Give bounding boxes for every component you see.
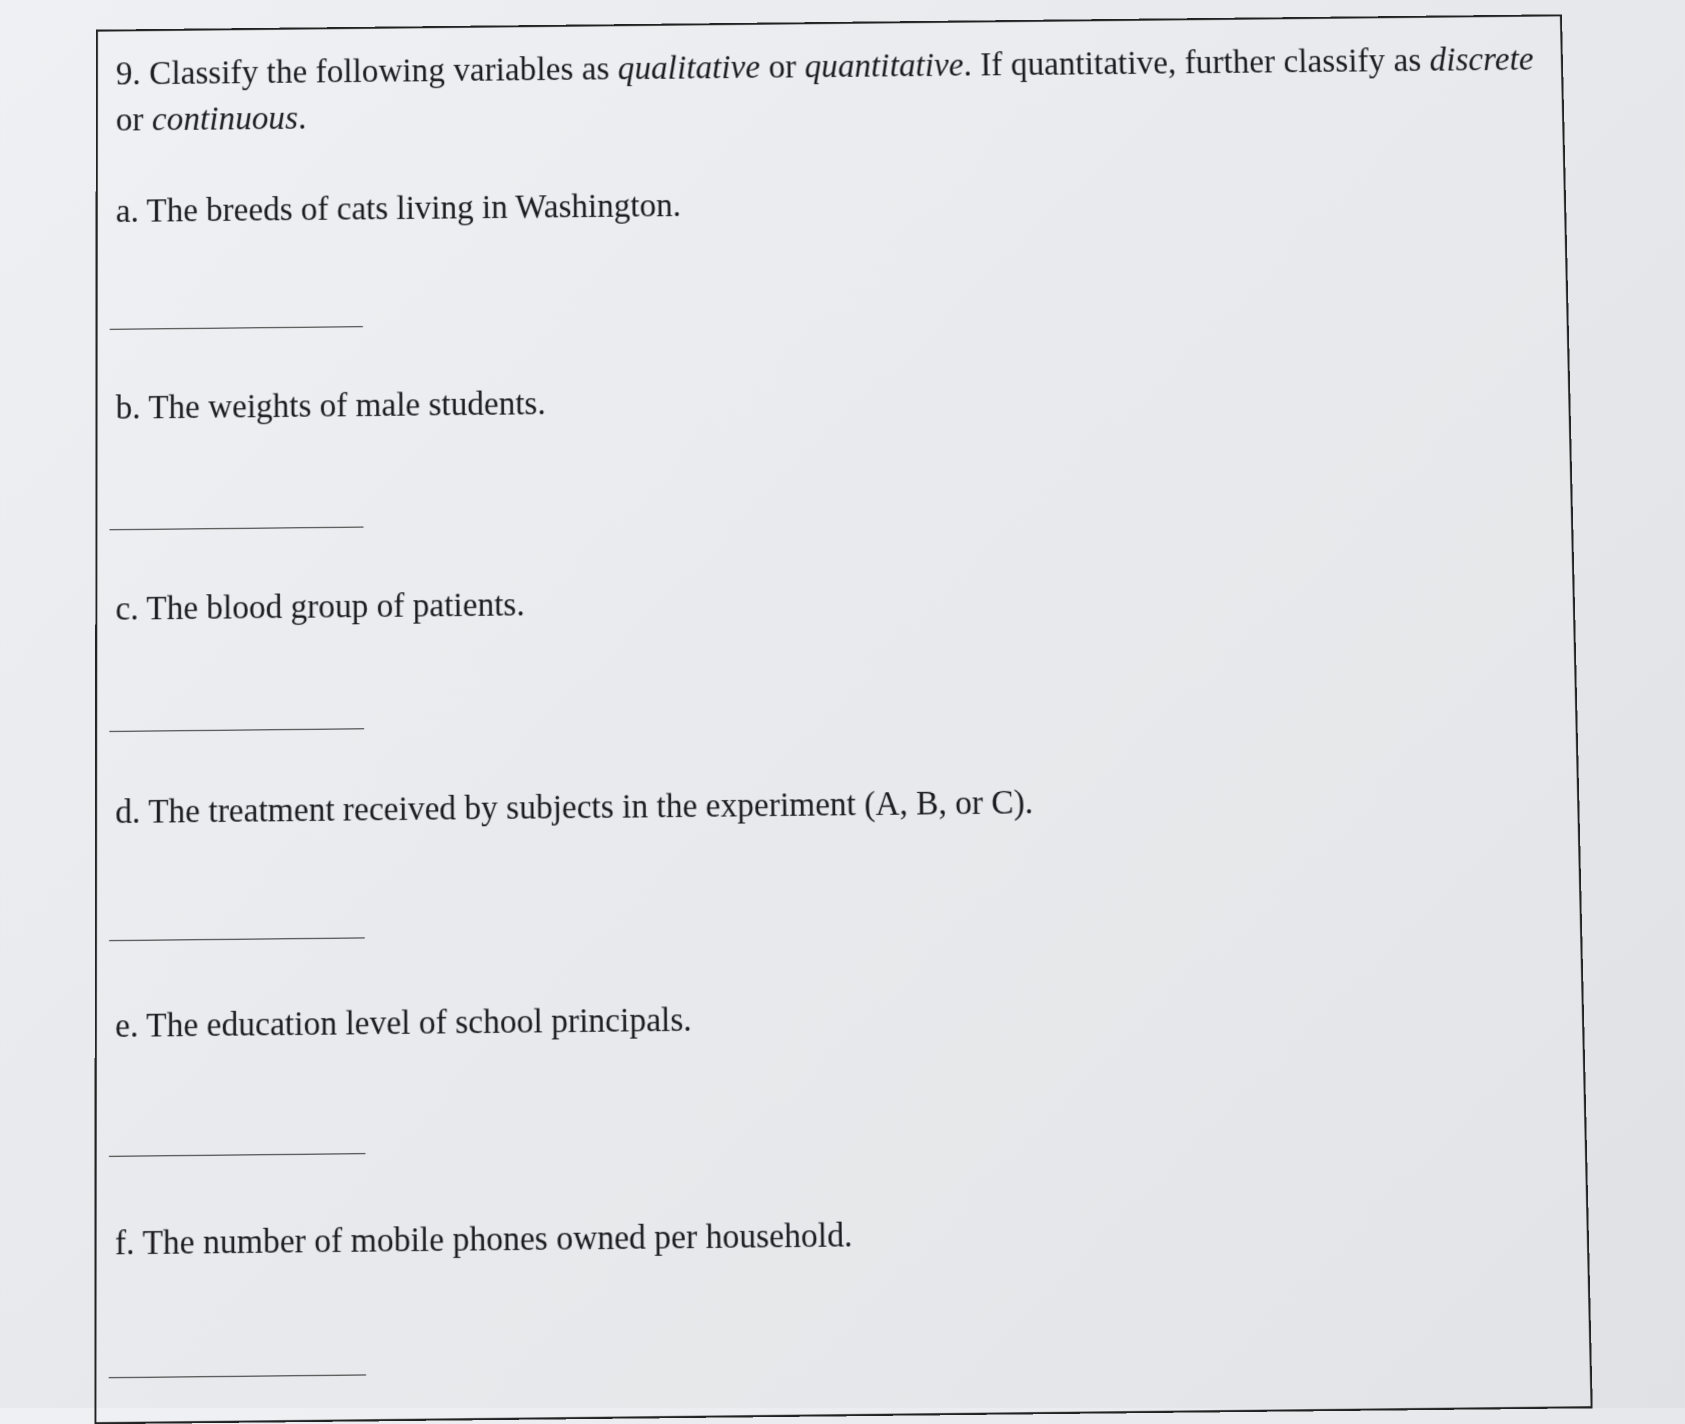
- item-text: The treatment received by subjects in the experiment (A, B, or C).: [140, 784, 1034, 831]
- prompt-text-4: or: [115, 102, 152, 139]
- item-e: [115, 992, 1436, 1047]
- item-label: c.: [115, 590, 139, 628]
- answer-line-d[interactable]: [109, 937, 365, 941]
- item-d: [115, 778, 1432, 833]
- prompt-text-2: or: [760, 49, 805, 86]
- item-label: a.: [115, 193, 139, 231]
- item-text: The breeds of cats living in Washington.: [138, 187, 682, 230]
- answer-line-e[interactable]: [109, 1153, 366, 1157]
- item-label: f.: [114, 1225, 135, 1263]
- item-c: [115, 575, 1427, 630]
- term-quantitative: quantitative: [804, 47, 964, 86]
- answer-line-f[interactable]: [109, 1374, 366, 1378]
- item-a: [116, 178, 1420, 232]
- item-label: b.: [115, 390, 141, 427]
- prompt-text-5: .: [298, 100, 307, 137]
- term-continuous: continuous: [151, 100, 299, 139]
- answer-line-a[interactable]: [110, 326, 363, 330]
- worksheet-box: [94, 14, 1592, 1424]
- answer-line-b[interactable]: [109, 527, 363, 531]
- item-text: The education level of school principals.: [138, 1001, 692, 1045]
- item-label: d.: [115, 794, 141, 832]
- answer-line-c[interactable]: [109, 728, 364, 732]
- prompt-text-3: . If quantitative, further classify as: [963, 42, 1430, 84]
- item-b: [116, 375, 1424, 429]
- term-qualitative: qualitative: [617, 49, 761, 88]
- item-text: The weights of male students.: [140, 385, 546, 427]
- prompt-text-1: Classify the following variables as: [140, 51, 619, 93]
- question-number: 9.: [115, 56, 141, 93]
- term-discrete: discrete: [1429, 41, 1535, 79]
- item-label: e.: [115, 1007, 139, 1046]
- item-f: [115, 1209, 1440, 1265]
- question-prompt: [116, 37, 1538, 144]
- item-text: The blood group of patients.: [138, 586, 525, 628]
- item-text: The number of mobile phones owned per household.: [134, 1217, 853, 1263]
